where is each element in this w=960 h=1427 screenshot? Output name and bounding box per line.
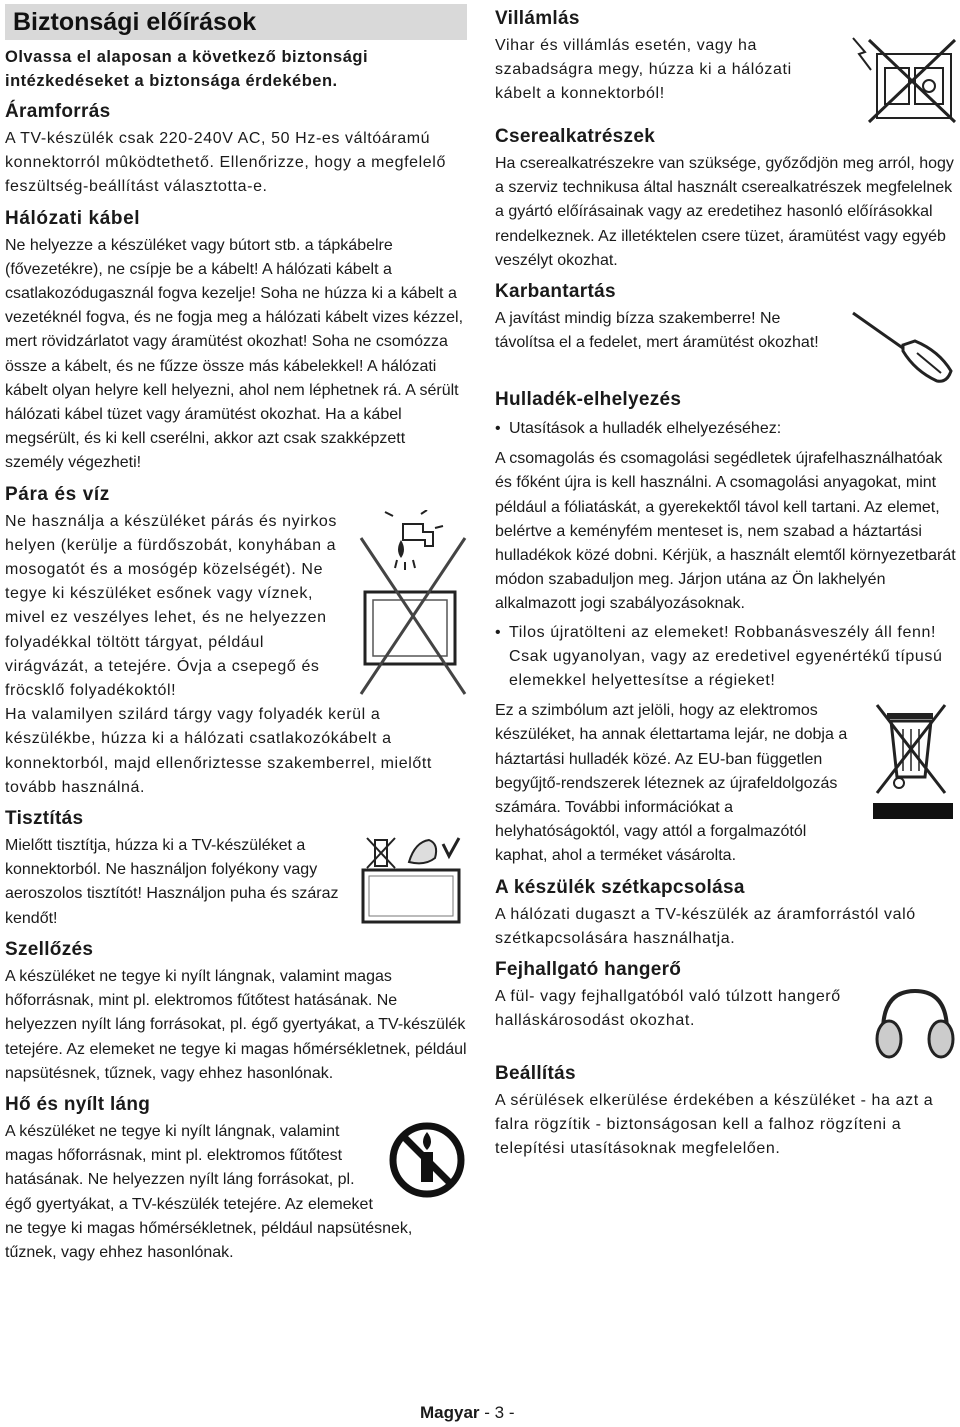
heading-hulladek-elhelyezes: Hulladék-elhelyezés	[495, 389, 682, 411]
text-aramforras: A TV-készülék csak 220-240V AC, 50 Hz-es váltóáramú konnektorról mûködtethető. Ellenőrizze, hogy a megfelelő feszültség-beállítást választotta-e.	[5, 130, 446, 196]
text-hulladek-2: Ez a szimbólum azt jelöli, hogy az elektromos készüléket, ha annak élettartama lejár, ne dobja a háztartási hulladék közé. Az EU-ban független begyűjtő-rendszerek léteznek az újrafeldolgozás számára. További információkat a helyhatóságoktól, vagy attól a forgalmazótól kaphat, ahol a terméket vásárolta.	[495, 702, 848, 865]
text-halozati-kabel: Ne helyezze a készüléket vagy bútort stb. a tápkábelre (fővezetékre), ne csípje be a kábelt! A hálózati kábelt a csatlakozódugasznál fogva kezelje! Soha ne húzza ki a kábelt a vezetéknél fogva, és ne fogja meg a hálózati kábelt vizes kézzel, mert rövidzárlatot vagy áramütést okozhat! Soha ne csomózza össze a kábelt, és ne fűzze össze más kábelekkel! A hálózati kábelt olyan helyre kell helyezni, ahol nem léphetnek rá. A sérült hálózati kábel tüzet vagy áramütést okozhat. Ha a kábel megsérült, és ki kell cserélni, akkor azt csak szakképzett személy végezheti!	[5, 236, 464, 472]
heading-szellozes: Szellőzés	[5, 938, 94, 960]
text-villamlas: Vihar és villámlás esetén, vagy ha szabadságra megy, húzza ki a hálózati kábelt a konnektorból!	[495, 37, 792, 103]
text-tisztitas: Mielőtt tisztítja, húzza ki a TV-készüléket a konnektorból. Ne használjon folyékony vagy aeroszolos tisztítót! Használjon puha és száraz kendőt!	[5, 837, 339, 927]
heading-villamlas: Villámlás	[495, 8, 580, 29]
page-footer	[420, 1403, 515, 1423]
bullet-hulladek-1: • Utasítások a hulladék elhelyezéséhez:	[495, 417, 957, 441]
text-hulladek-1: A csomagolás és csomagolási segédletek újrafelhasználhatóak és főként újra is kell használni. A csomagolási anyagokat, mint például a fóliatáskát, a gyerekektől távol kell tartani. Az elemet, belértve a keményfém menteset is, nem szabad a háztartási hulladékok közé dobni. Kérjük, a használt elemtől környezetbarát módon szabaduljon meg. Járjon utána az Ön lakhelyén alkalmazott jogi szabályozásoknak.	[495, 450, 956, 613]
weee-bin-icon	[867, 699, 957, 829]
left-column	[5, 0, 467, 1265]
heading-szetkapcsolas: A készülék szétkapcsolása	[495, 876, 745, 898]
text-szetkapcsolas: A hálózati dugaszt a TV-készülék az áramforrástól való szétkapcsolására használhatja.	[495, 905, 916, 947]
heading-cserealkatreszek: Cserealkatrészek	[495, 126, 656, 147]
heading-beallitas: Beállítás	[495, 1063, 576, 1085]
right-column	[495, 0, 957, 1162]
heading-tisztitas: Tisztítás	[5, 808, 84, 830]
text-fejhallgato-hangero: A fül- vagy fejhallgatóból való túlzott hangerő halláskárosodást okozhat.	[495, 988, 841, 1030]
text-szellozes: A készüléket ne tegye ki nyílt lángnak, valamint magas hőforrásnak, mint pl. elektromos fűtőtest hatásának. Ne helyezzen nyílt láng forrásokat, pl. égő gyertyákat, a TV-készülék tetejére. Az elemeket ne tegye ki magas hőmérsékletnek, például napsütésnek, tűznek, vagy ehhez hasonlónak.	[5, 967, 467, 1082]
lightning-unplug-icon	[847, 34, 957, 124]
text-para-es-viz: Ne használja a készüléket párás és nyirkos helyen (kerülje a fürdőszobát, konyhában a mosogatót és a mosógép közelségét). Ne tegye ki készüléket esőnek vagy víznek, mivel ez veszélyes lehet, és ne helyezzen folyadékkal töltött tárgyat, például virágvázát, a tetejére. Óvja a csepegő és fröcsklő folyadékoktól!	[5, 512, 338, 700]
footer-language: Magyar	[420, 1403, 480, 1422]
text-para-es-viz-2: Ha valamilyen szilárd tárgy vagy folyadék kerül a készülékbe, húzza ki a hálózati csatlakozókábelt a konnektorból, majd ellenőriztesse szakemberrel, mielőtt tovább használná.	[5, 706, 432, 796]
headphones-icon	[871, 985, 957, 1061]
intro-text: Olvassa el alaposan a következő biztonsági intézkedéseket a biztonsága érdekében.	[5, 48, 369, 90]
bullet-hulladek-2: • Tilos újratölteni az elemeket! Robbanásveszély áll fenn! Csak ugyanolyan, vagy az eredetivel egyenértékű típusú elemekkel helyettesítse a régieket!	[495, 621, 957, 694]
text-cserealkatreszek: Ha cserealkatrészekre van szüksége, győződjön meg arról, hogy a szerviz technikusa által használt cserealkatrészek megfelelnek a gyártó előírásainak vagy az eredetihez hasonló előírásokkal rendelkeznek. Az illetéktelen csere tüzet, áramütést vagy egyéb veszélyt okozhat.	[495, 155, 954, 269]
text-beallitas: A sérülések elkerülése érdekében a készüléket - ha azt a falra rögzítik - biztonságosan kell a falhoz rögzíteni a telepítési utasításoknak megfelelően.	[495, 1092, 934, 1158]
heading-aramforras: Áramforrás	[5, 101, 111, 122]
heading-karbantartas: Karbantartás	[495, 281, 616, 303]
page-title: Biztonsági előírások	[5, 4, 467, 40]
text-karbantartas: A javítást mindig bízza szakemberre! Ne távolítsa el a fedelet, mert áramütést okozhat!	[495, 310, 819, 352]
heading-ho-es-nyilt-lang: Hő és nyílt láng	[5, 1093, 151, 1115]
heading-para-es-viz: Pára és víz	[5, 483, 110, 505]
footer-page-number: - 3 -	[484, 1403, 515, 1422]
text-ho-es-nyilt-lang: A készüléket ne tegye ki nyílt lángnak, valamint magas hőforrásnak, mint pl. elektromos fűtőtest hatásának. Ne helyezzen nyílt láng forrásokat, pl. égő gyertyákat, a TV-készülék tetejére. Az elemeket ne tegye ki magas hőmérsékletnek, például napsütésnek, tűznek, vagy ehhez hasonlónak.	[5, 1122, 413, 1261]
water-warning-icon	[357, 510, 467, 700]
screwdriver-icon	[847, 307, 957, 387]
cleaning-icon	[357, 834, 467, 924]
no-open-flame-icon	[387, 1120, 467, 1200]
heading-halozati-kabel: Hálózati kábel	[5, 207, 141, 229]
heading-fejhallgato-hangero: Fejhallgató hangerő	[495, 959, 682, 981]
